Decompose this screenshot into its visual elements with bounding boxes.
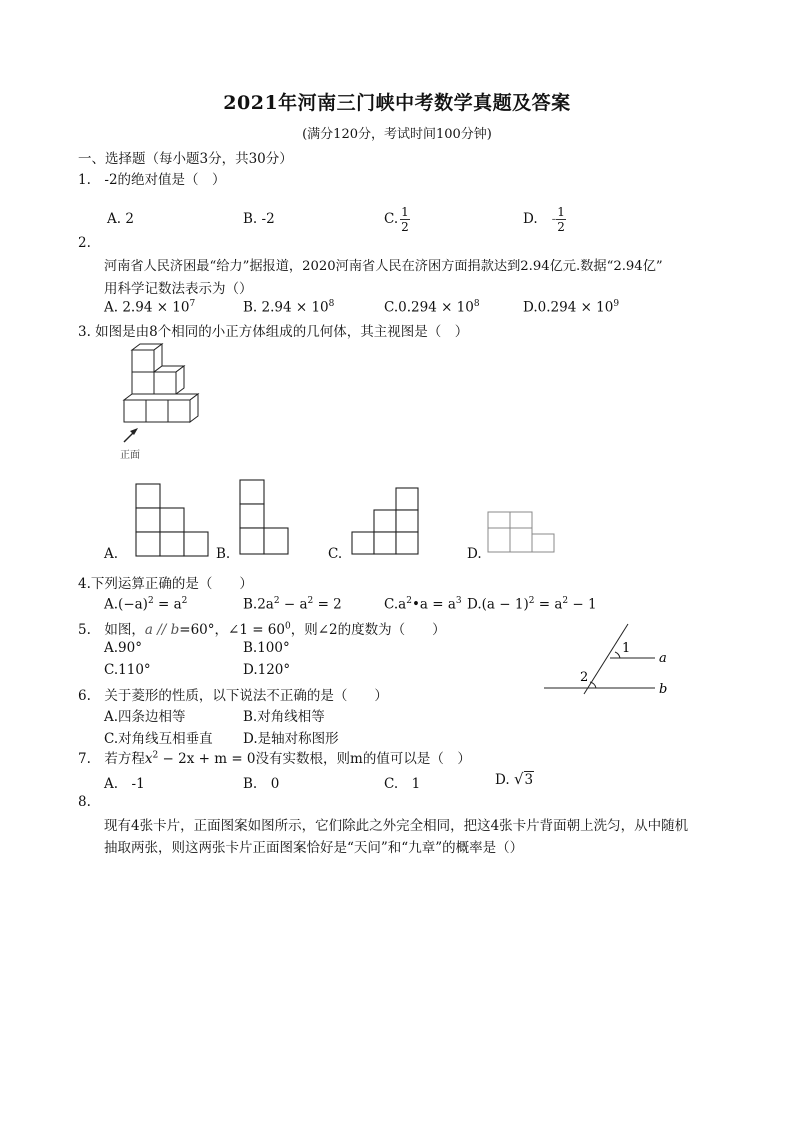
q3-option-b-figure bbox=[230, 478, 310, 560]
q5-option-d: D.120° bbox=[243, 662, 291, 678]
q3-option-c: C. bbox=[328, 546, 343, 562]
line-a-label: a bbox=[659, 651, 667, 666]
q5-option-c: C.110° bbox=[104, 662, 151, 678]
q7-stem: 7. 若方程$x^2 - 2x + m = 0$没有实数根，则m的值可以是（ ） bbox=[78, 750, 471, 767]
q2-option-c: $C.0.294 \times 10^8$ bbox=[384, 299, 480, 316]
q3-option-d-figure bbox=[480, 508, 560, 560]
angle-2-label: 2 bbox=[580, 670, 589, 685]
section-heading: 一、选择题（每小题3分，共30分） bbox=[78, 151, 293, 167]
q7-option-b: B. 0 bbox=[243, 776, 280, 792]
q6-stem: 6. 关于菱形的性质，以下说法不正确的是（ ） bbox=[78, 688, 388, 704]
q6-option-b: B.对角线相等 bbox=[243, 709, 325, 725]
q8-number: 8. bbox=[78, 794, 91, 810]
page-title: 2021年河南三门峡中考数学真题及答案 bbox=[223, 92, 571, 114]
q5-option-a: A.90° bbox=[104, 640, 142, 656]
q1-option-d: D. - $\frac{1}{2}$ bbox=[523, 205, 565, 234]
q8-text-line1: 现有4张卡片，正面图案如图所示，它们除此之外完全相同，把这4张卡片背面朝上洗匀，从中随机 bbox=[104, 818, 689, 834]
q6-option-c: C.对角线互相垂直 bbox=[104, 731, 213, 747]
q3-option-b: B. bbox=[216, 546, 231, 562]
q2-option-b: B. $2.94 \times 10^8$ bbox=[243, 299, 335, 316]
q4-option-c: $C.a^2•a = a^3$ bbox=[384, 596, 462, 613]
q7-option-c: C. 1 bbox=[384, 776, 421, 792]
q2-option-a: A. $2.94 \times 10^7$ bbox=[104, 299, 196, 316]
q3-option-d: D. bbox=[467, 546, 482, 562]
q1-option-c: C. $\frac{1}{2}$ bbox=[384, 205, 409, 234]
q7-option-a: A. -1 bbox=[104, 776, 145, 792]
q6-option-a: A.四条边相等 bbox=[104, 709, 186, 725]
q8-text-line2: 抽取两张，则这两张卡片正面图案恰好是“天问”和“九章”的概率是（） bbox=[104, 840, 524, 856]
q3-option-c-figure bbox=[344, 484, 426, 560]
q4-option-b: $B.2a^2 - a^2 = 2$ bbox=[243, 596, 342, 613]
q4-stem: 4.下列运算正确的是（ ） bbox=[78, 576, 253, 592]
q4-option-a: $A.(-a)^2 = a^2$ bbox=[104, 596, 188, 613]
q5-stem: 5. 如图，a // b=60°，∠1 = $60^0$，则∠2的度数为（ ） bbox=[78, 621, 446, 638]
front-view-label: 正面 bbox=[120, 450, 140, 461]
parallel-lines-figure bbox=[540, 620, 680, 705]
q2-text-line1: 河南省人民济困最“给力”据报道，2020河南省人民在济困方面捐款达到2.94亿元.数据“2.94亿” bbox=[104, 259, 663, 274]
q1-option-b: B. -2 bbox=[243, 211, 275, 227]
q2-option-d: $D.0.294 \times 10^9$ bbox=[523, 299, 620, 316]
q6-option-d: D.是轴对称图形 bbox=[243, 731, 339, 747]
q7-option-d: D. √3 bbox=[495, 770, 534, 788]
angle-1-label: 1 bbox=[622, 641, 631, 656]
exam-info: (满分120分，考试时间100分钟) bbox=[302, 127, 492, 142]
q5-option-b: B.100° bbox=[243, 640, 290, 656]
q2-number: 2. bbox=[78, 235, 91, 251]
cube-solid-figure bbox=[112, 340, 212, 460]
q1-option-a: A. 2 bbox=[107, 211, 134, 227]
q4-option-d: $D.(a - 1)^2 = a^2 - 1$ bbox=[467, 596, 597, 613]
q1-stem: 1. -2的绝对值是（ ） bbox=[78, 172, 226, 188]
q3-stem: 3. 如图是由8个相同的小正方体组成的几何体，其主视图是（ ） bbox=[78, 324, 469, 340]
q3-option-a-figure bbox=[128, 480, 218, 560]
q2-text-line2: 用科学记数法表示为（） bbox=[104, 281, 253, 297]
line-b-label: b bbox=[659, 682, 668, 697]
q3-option-a: A. bbox=[104, 546, 119, 562]
